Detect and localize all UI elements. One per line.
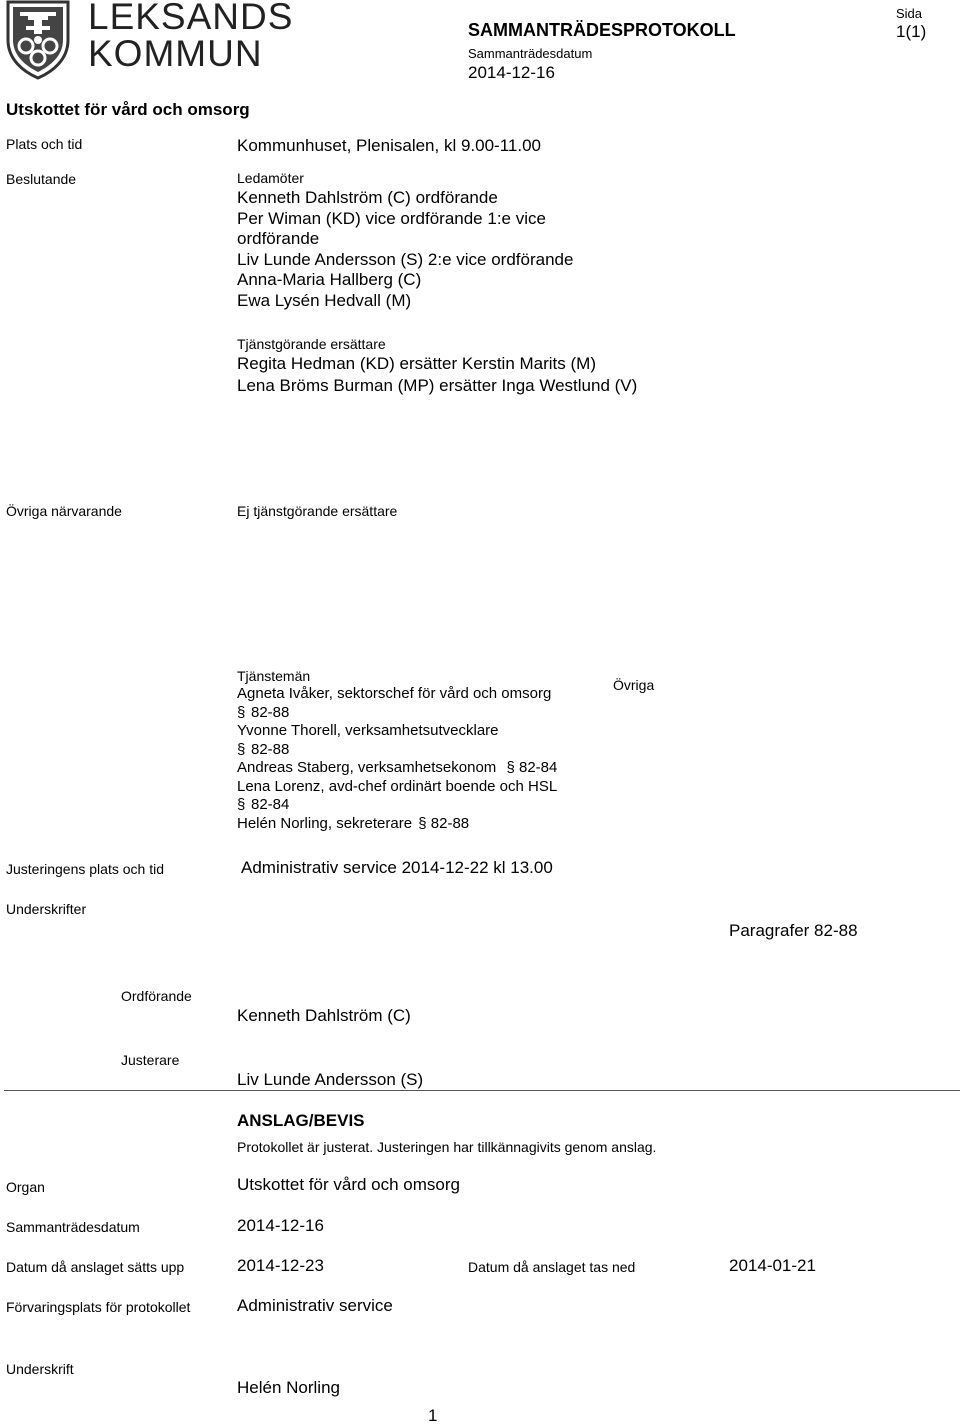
tjansteman-line: § 82-88: [237, 740, 290, 758]
ersattare-block: [237, 335, 637, 397]
anslag-upp-label: Datum då anslaget sätts upp: [6, 1259, 185, 1275]
plats-value: Kommunhuset, Plenisalen, kl 9.00-11.00: [237, 136, 541, 155]
meeting-date: 2014-12-16: [468, 63, 555, 82]
committee-title: Utskottet för vård och omsorg: [6, 100, 250, 119]
tjansteman-heading: Tjänstemän: [237, 668, 311, 684]
anslag-ned-value: 2014-01-21: [729, 1256, 816, 1275]
tjansteman-line: Agneta Ivåker, sektorschef för vård och omsorg: [237, 685, 552, 702]
footer-page-number: 1: [428, 1406, 438, 1425]
underskrift-label: Underskrift: [6, 1361, 74, 1377]
divider-line: [4, 1090, 960, 1091]
tjansteman-line: § 82-88: [237, 703, 290, 721]
anslag-ned-label: Datum då anslaget tas ned: [468, 1259, 636, 1275]
document-title: SAMMANTRÄDESPROTOKOLL: [468, 20, 736, 40]
justerare-label: Justerare: [121, 1052, 180, 1068]
justering-label: Justeringens plats och tid: [6, 861, 164, 877]
forvaring-label: Förvaringsplats för protokollet: [6, 1299, 191, 1315]
ledamoter-heading: Ledamöter: [237, 170, 304, 186]
page-number: 1(1): [896, 22, 927, 41]
underskrifter-label: Underskrifter: [6, 901, 87, 917]
justering-value: Administrativ service 2014-12-22 kl 13.00: [241, 858, 553, 877]
section-sign: §: [506, 759, 515, 776]
ledamot-line: Ewa Lysén Hedvall (M): [237, 290, 412, 310]
tjansteman-line: § 82-84: [237, 796, 290, 813]
underskrift-name: Helén Norling: [237, 1378, 340, 1397]
beslutande-block: [237, 168, 573, 311]
anslag-datum-value: 2014-12-16: [237, 1216, 324, 1235]
section-sign: §: [418, 814, 427, 832]
paragrafer: Paragrafer 82-88: [729, 921, 858, 940]
ordforande-label: Ordförande: [121, 988, 192, 1004]
anslag-intro: Protokollet är justerat. Justeringen har tillkännagivits genom anslag.: [237, 1139, 657, 1155]
ersattare-line: Lena Bröms Burman (MP) ersätter Inga Westlund (V): [237, 376, 638, 395]
tjansteman-block: [237, 668, 607, 833]
ersattare-line: Regita Hedman (KD) ersätter Kerstin Marits (M): [237, 354, 596, 373]
anslag-datum-label: Sammanträdesdatum: [6, 1219, 140, 1235]
organ-label: Organ: [6, 1179, 45, 1195]
ej-tjanstgorande-heading: Ej tjänstgörande ersättare: [237, 503, 398, 519]
tjansteman-line: Yvonne Thorell, verksamhetsutvecklare: [237, 722, 499, 739]
tjansteman-line: Helén Norling, sekreterare § 82-88: [237, 814, 470, 832]
section-sign: §: [237, 740, 246, 758]
shield-coat-of-arms-icon: [4, 0, 72, 80]
ledamot-line: Anna-Maria Hallberg (C): [237, 270, 422, 289]
ledamot-line: Liv Lunde Andersson (S) 2:e vice ordförande: [237, 249, 574, 269]
section-sign: §: [237, 703, 246, 721]
anslag-upp-value: 2014-12-23: [237, 1256, 324, 1275]
forvaring-value: Administrativ service: [237, 1296, 393, 1315]
logo-text-line1: LEKSANDS: [88, 0, 294, 37]
ovriga-narvarande-label: Övriga närvarande: [6, 503, 122, 519]
justerare-name: Liv Lunde Andersson (S): [237, 1070, 424, 1089]
tjansteman-line: Andreas Staberg, verksamhetsekonom § 82-84: [237, 759, 558, 776]
ledamot-line: Kenneth Dahlström (C) ordförande: [237, 188, 498, 207]
plats-label: Plats och tid: [6, 136, 83, 152]
ersattare-heading: Tjänstgörande ersättare: [237, 336, 386, 352]
logo: [4, 0, 294, 82]
anslag-heading: ANSLAG/BEVIS: [237, 1111, 365, 1130]
section-sign: §: [237, 796, 246, 813]
logo-text-line2: KOMMUN: [88, 33, 263, 74]
ledamot-line: Per Wiman (KD) vice ordförande 1:e vice: [237, 208, 546, 228]
tjansteman-line: Lena Lorenz, avd-chef ordinärt boende och HSL: [237, 777, 558, 795]
beslutande-label: Beslutande: [6, 171, 77, 187]
page-label: Sida: [896, 6, 923, 21]
ordforande-name: Kenneth Dahlström (C): [237, 1006, 411, 1025]
organ-value: Utskottet för vård och omsorg: [237, 1175, 460, 1194]
ledamot-line: ordförande: [237, 229, 320, 248]
date-label: Sammanträdesdatum: [468, 46, 593, 61]
ovriga-heading: Övriga: [613, 677, 655, 693]
